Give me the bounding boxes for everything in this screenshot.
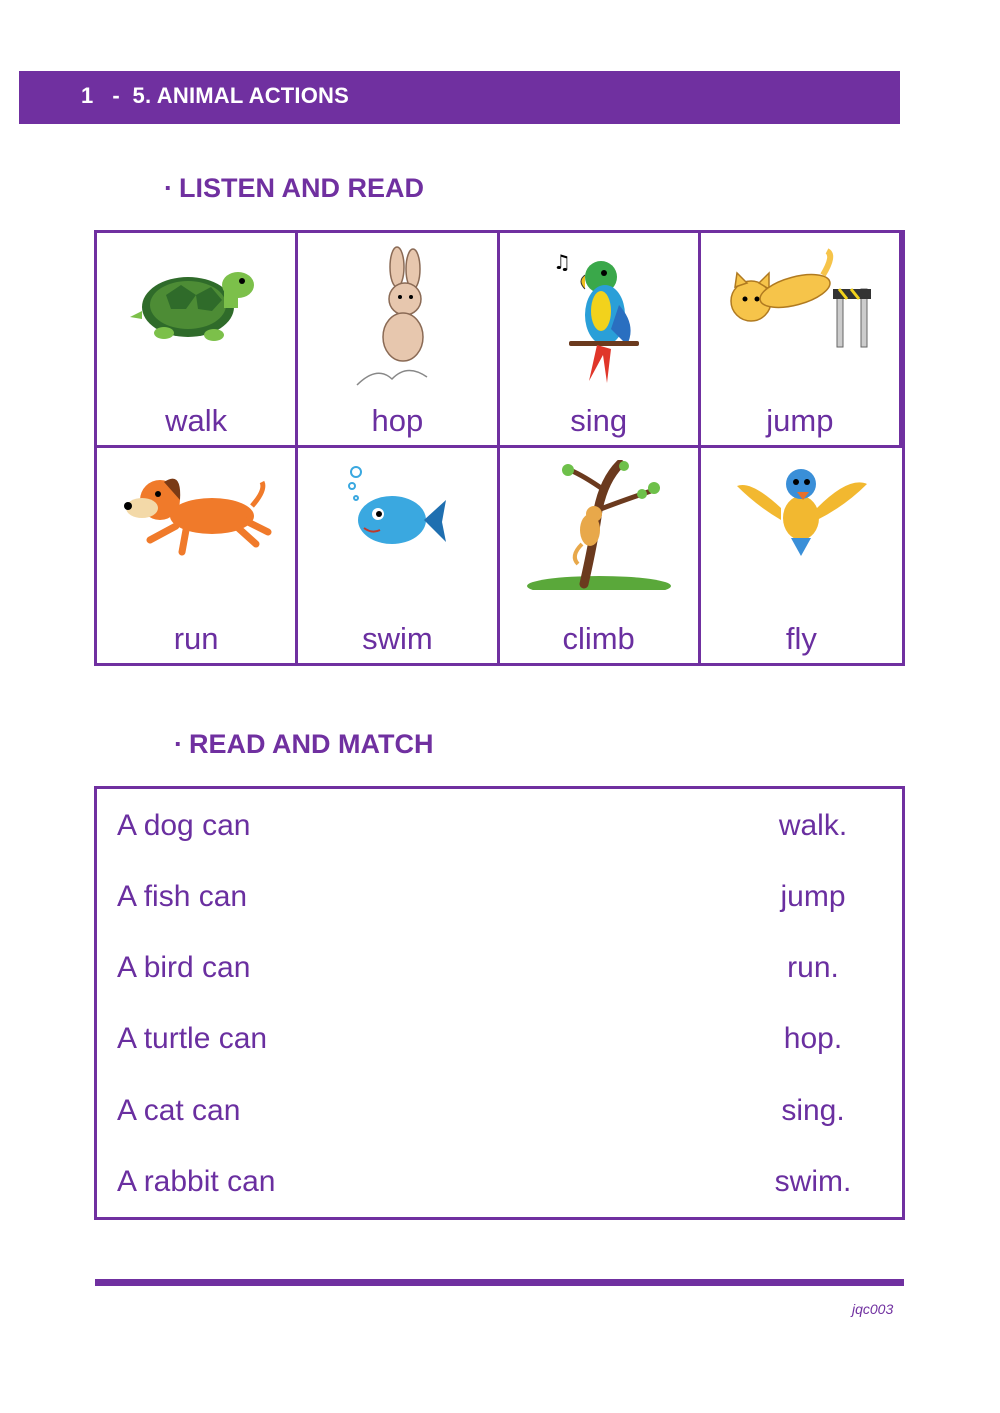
picture-card-hop (298, 233, 499, 448)
word-label: walk (165, 403, 228, 438)
match-row (97, 1149, 902, 1220)
bullet: · (174, 729, 183, 759)
match-right-item[interactable]: swim. (774, 1165, 852, 1198)
parrot-icon (549, 245, 649, 385)
match-left-item[interactable]: A fish can (117, 880, 248, 913)
picture-card-climb (500, 448, 701, 663)
match-box (94, 786, 905, 1220)
match-row (97, 864, 902, 935)
page-title: 1 - 5. ANIMAL ACTIONS (81, 83, 350, 108)
word-label: sing (570, 403, 628, 438)
cat-tree-icon (524, 460, 674, 590)
picture-card-sing (500, 233, 701, 448)
match-right-item[interactable]: sing. (781, 1094, 845, 1127)
match-left-item[interactable]: A cat can (117, 1094, 241, 1127)
word-label: run (173, 621, 219, 656)
word-label: jump (766, 403, 834, 438)
match-left-item[interactable]: A rabbit can (117, 1165, 276, 1198)
match-row (97, 1006, 902, 1077)
dog-running-icon (116, 460, 276, 560)
picture-card-jump (701, 233, 902, 448)
fish-icon (342, 460, 452, 560)
bullet: · (164, 173, 173, 203)
bird-flying-icon (731, 460, 871, 560)
section-title-match (174, 729, 433, 760)
match-row (97, 1078, 902, 1149)
match-right-item[interactable]: run. (787, 951, 839, 984)
match-right-item[interactable]: jump (780, 880, 846, 913)
header-bar (19, 71, 900, 124)
match-left-item[interactable]: A turtle can (117, 1022, 268, 1055)
word-label: swim (362, 621, 433, 656)
match-row (97, 793, 902, 864)
match-right-item[interactable]: walk. (778, 809, 848, 842)
section-title-listen (164, 173, 424, 204)
picture-card-swim (298, 448, 499, 663)
turtle-icon (126, 245, 266, 355)
word-label: climb (562, 621, 635, 656)
cat-jumping-icon (715, 245, 885, 365)
rabbit-icon (337, 245, 457, 395)
picture-grid (94, 230, 905, 666)
match-row (97, 935, 902, 1006)
footer-code: jqc003 (852, 1301, 894, 1317)
word-label: hop (371, 403, 424, 438)
match-left-item[interactable]: A bird can (117, 951, 251, 984)
svg-text:♫: ♫ (552, 250, 571, 274)
picture-card-walk (97, 233, 298, 448)
picture-card-run (97, 448, 298, 663)
word-label: fly (785, 621, 817, 656)
footer-divider (95, 1279, 904, 1286)
match-right-item[interactable]: hop. (783, 1022, 843, 1055)
match-left-item[interactable]: A dog can (117, 809, 251, 842)
section-title-text: LISTEN AND READ (179, 173, 425, 203)
picture-card-fly (701, 448, 902, 663)
section-title-text: READ AND MATCH (189, 729, 434, 759)
